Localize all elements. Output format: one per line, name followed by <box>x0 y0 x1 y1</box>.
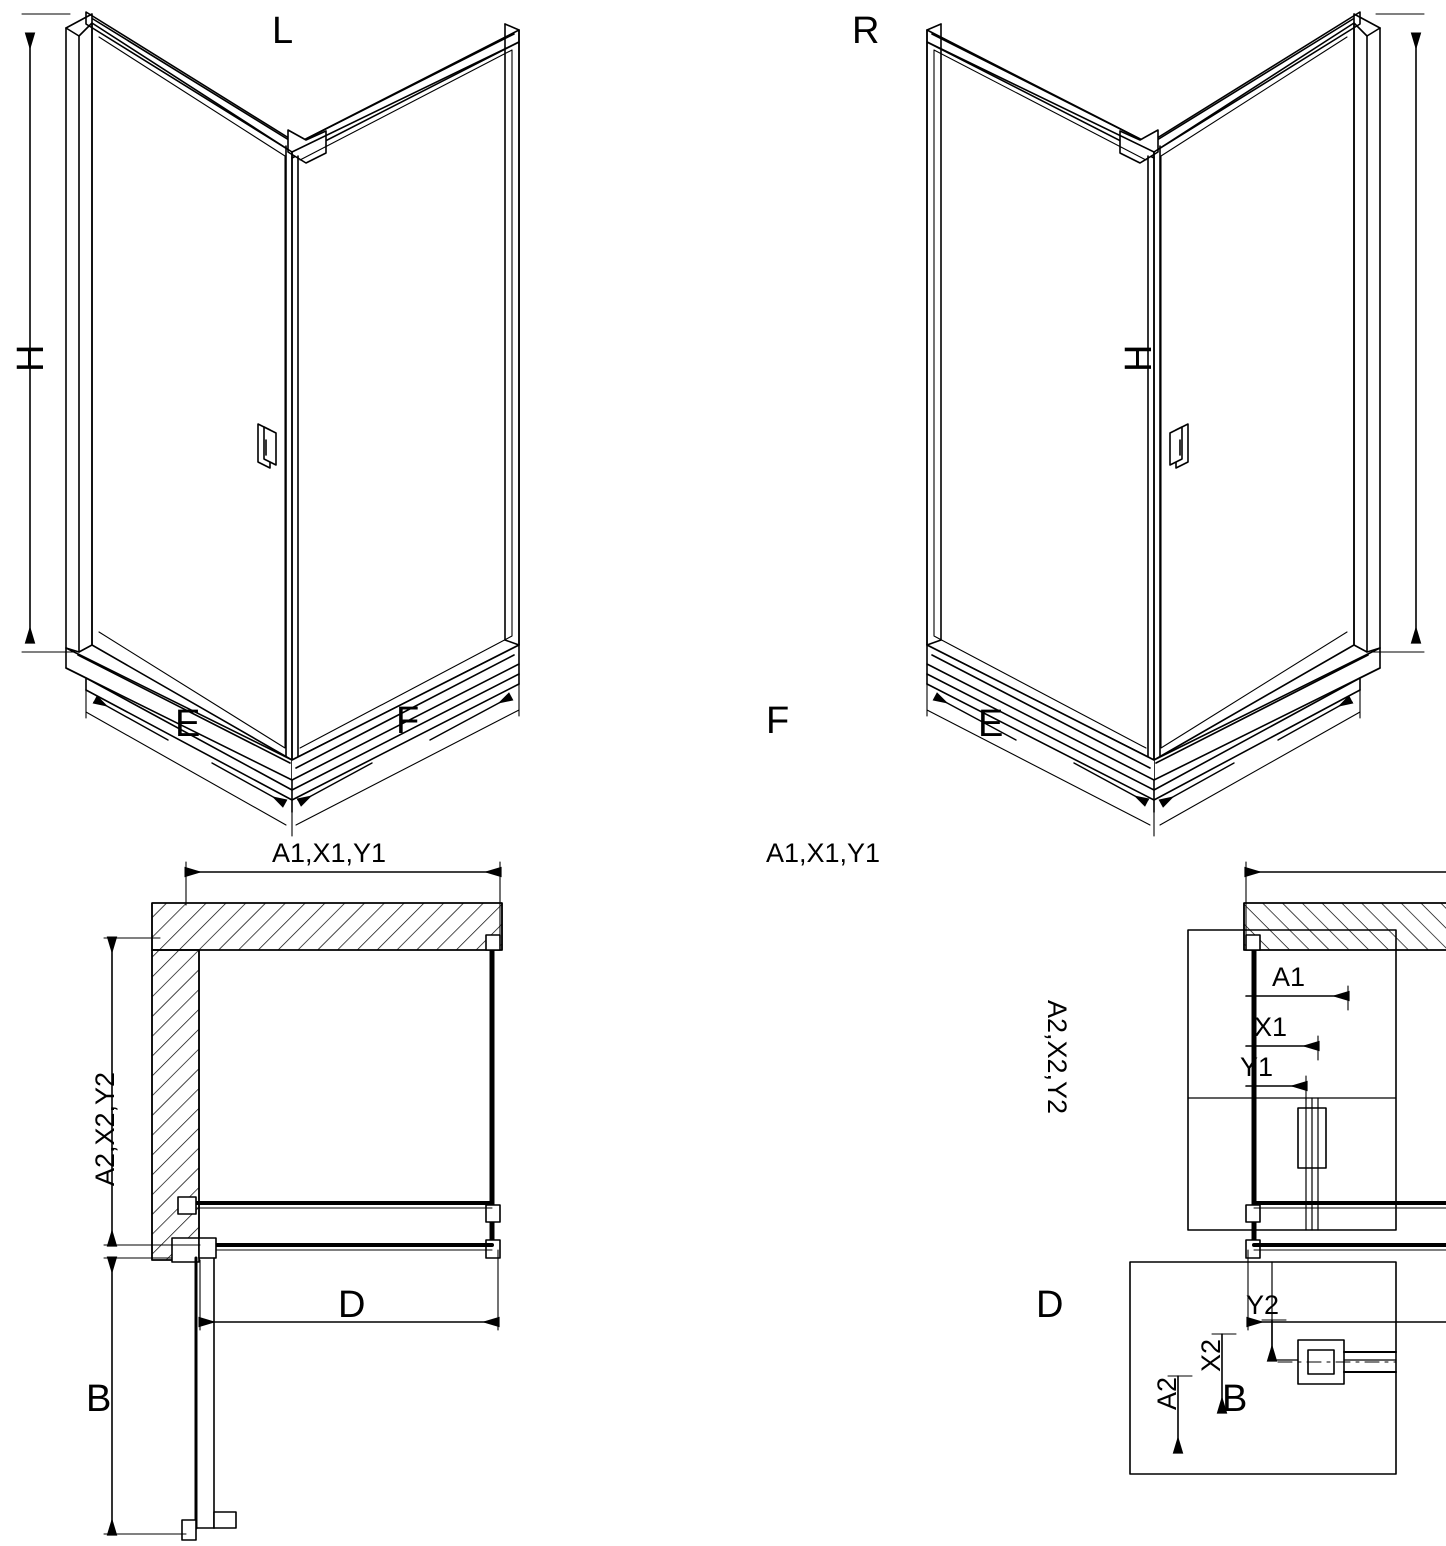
plan-left-door-dim-label: D <box>338 1284 366 1326</box>
iso-left-front-label: E <box>175 703 201 745</box>
iso-left-height-label: H <box>10 344 52 372</box>
iso-left <box>22 12 519 836</box>
iso-left-side-label: F <box>396 700 420 742</box>
iso-right-side-label: F <box>766 700 790 742</box>
iso-left-title: L <box>272 10 294 52</box>
detail-top-dim1-label: A1 <box>1272 962 1306 992</box>
detail-bottom-dim3-label: Y2 <box>1246 1290 1280 1320</box>
plan-left-top-dim-label: A1,X1,Y1 <box>272 838 387 868</box>
plan-left-side-dim-label: A2,X2,Y2 <box>90 1071 120 1186</box>
detail-top-dim3-label: Y1 <box>1240 1052 1274 1082</box>
detail-bottom-dim1-label: A2 <box>1152 1376 1182 1410</box>
plan-left <box>104 862 502 1540</box>
detail-top-dim2-label: X1 <box>1254 1012 1288 1042</box>
detail-bottom-dim2-label: X2 <box>1196 1338 1226 1372</box>
iso-right-title: R <box>852 10 880 52</box>
iso-right-front-label: E <box>978 703 1004 745</box>
iso-right-height-label: H <box>1118 344 1160 372</box>
plan-left-swing-dim-label: B <box>86 1378 112 1420</box>
plan-right-swing-dim-label: B <box>1222 1378 1248 1420</box>
plan-right-side-dim-label: A2,X2,Y2 <box>1042 1000 1072 1115</box>
plan-right-door-dim-label: D <box>1036 1284 1064 1326</box>
plan-right-top-dim-label: A1,X1,Y1 <box>766 838 881 868</box>
